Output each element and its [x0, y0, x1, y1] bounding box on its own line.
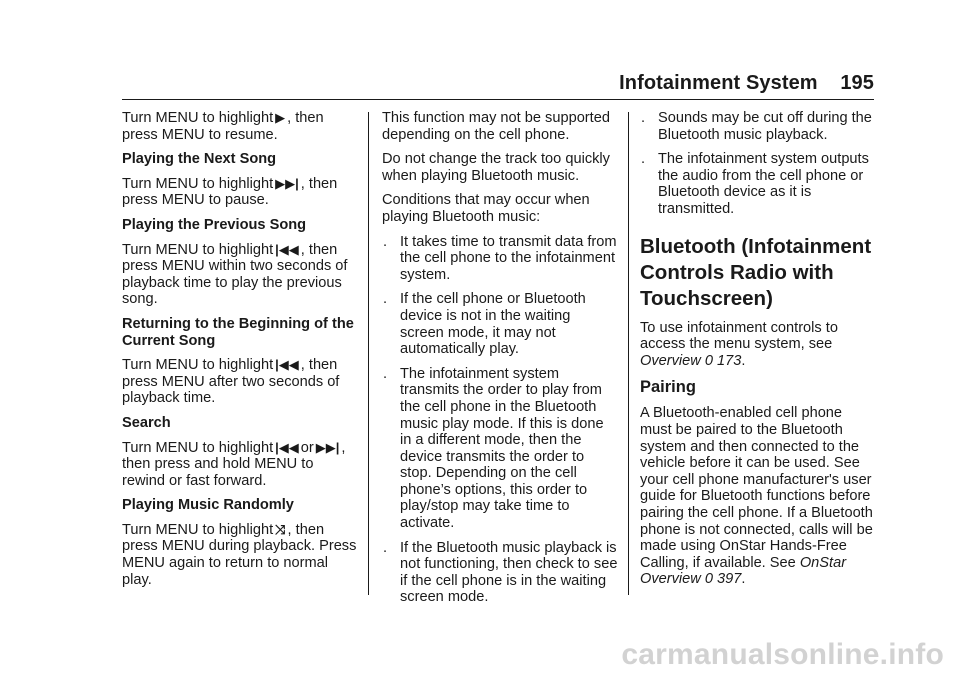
paragraph: [122, 110, 358, 143]
list-item: [640, 151, 876, 217]
text: Turn MENU to highlight: [122, 521, 274, 538]
paragraph: [122, 176, 358, 209]
paragraph: This function may not be supported depending on the cell phone.: [382, 110, 610, 143]
header-rule: [122, 99, 874, 100]
list-item-text: The infotainment system outputs the audio from the cell phone or Bluetooth device as it is transmitted.: [658, 151, 869, 217]
column-3: [640, 110, 876, 596]
next-track-icon: ▶▶|: [315, 439, 340, 455]
paragraph: [122, 357, 358, 407]
paragraph: [122, 522, 358, 588]
text: , then: [287, 110, 324, 126]
text: Turn MENU to highlight: [122, 175, 274, 192]
paragraph: [640, 405, 876, 588]
list-item: [382, 291, 618, 357]
paragraph: [122, 242, 358, 308]
paragraph: [640, 320, 876, 370]
subheading-random: Playing Music Randomly: [122, 497, 294, 514]
text: .: [741, 352, 746, 369]
text: Turn MENU to highlight: [122, 110, 274, 126]
previous-track-icon: |◀◀: [275, 241, 299, 257]
subheading-beginning-of-song: Returning to the Beginning of the Current Song: [122, 315, 354, 349]
paragraph: Do not change the track too quickly when playing Bluetooth music.: [382, 151, 610, 184]
previous-track-icon: |◀◀: [275, 439, 299, 455]
text: , then: [300, 241, 338, 258]
section-heading: Bluetooth (Infotainment Controls Radio with Touchscreen): [640, 234, 872, 310]
text: To use infotainment controls to access the menu system, see: [640, 319, 838, 353]
text: Turn MENU to highlight: [122, 241, 274, 258]
list-item: [382, 540, 618, 606]
text: , then: [300, 175, 338, 192]
bullet-marker: .: [383, 291, 388, 308]
column-divider: [368, 112, 369, 595]
column-2: [382, 110, 618, 614]
text: press MENU during playback. Press MENU again to return to normal play.: [122, 538, 357, 588]
page-reference[interactable]: 0 173: [704, 352, 742, 369]
onstar-overview-link[interactable]: OnStar Overview: [640, 554, 847, 588]
list-item-text: It takes time to transmit data from the cell phone to the infotainment system.: [400, 233, 617, 283]
paragraph: Conditions that may occur when playing Bluetooth music:: [382, 192, 590, 225]
list-item: [382, 366, 618, 532]
bullet-marker: .: [383, 365, 388, 382]
bullet-marker: .: [383, 539, 388, 556]
paragraph: [122, 440, 358, 490]
column-divider: [628, 112, 629, 595]
bullet-marker: .: [383, 233, 388, 250]
text: or: [300, 439, 314, 456]
text: Turn MENU to highlight: [122, 357, 274, 374]
text: , then: [300, 357, 338, 374]
page-header: [122, 62, 874, 102]
text: press MENU to pause.: [122, 192, 269, 209]
subheading-next-song: Playing the Next Song: [122, 151, 277, 168]
play-icon: ▶: [275, 110, 286, 125]
column-1: [122, 110, 358, 596]
header-title: Infotainment System 195: [619, 72, 874, 94]
text: A Bluetooth-enabled cell phone must be paired to the Bluetooth system and then connected to the vehicle before it can be used. See your cell phone manufacturer's user guide for Bluetooth functions before pairing the cell phone. If a Bluetooth phone is not connected, calls will be made using OnStar Hands-Free Calling, if available. See: [640, 405, 873, 571]
text: press MENU within two seconds of playback time to play the previous song.: [122, 258, 348, 308]
list-item: [382, 234, 618, 284]
text: .: [741, 571, 746, 588]
text: Turn MENU to highlight: [122, 439, 274, 456]
page-reference[interactable]: 0 397: [704, 571, 742, 588]
watermark: carmanualsonline.info: [621, 638, 944, 671]
bullet-marker: .: [641, 151, 646, 168]
list-item-text: If the cell phone or Bluetooth device is not in the waiting screen mode, it may not automatically play.: [400, 291, 586, 358]
subheading-search: Search: [122, 414, 171, 431]
list-item-text: The infotainment system transmits the order to play from the cell phone in the Bluetooth music play mode. If this is done in a different mode, then the device transmits the order to stop. Depending on the cell phone’s options, this order to play/stop may take time to activate.: [400, 365, 604, 532]
text: then press and hold MENU to rewind or fast forward.: [122, 456, 314, 489]
text: , then: [287, 521, 325, 538]
list-item-text: Sounds may be cut off during the Bluetooth music playback.: [658, 110, 872, 143]
list-item-text: If the Bluetooth music playback is not functioning, then check to see if the cell phone is in the waiting screen mode.: [400, 539, 618, 606]
shuffle-icon: ⤨: [275, 521, 286, 537]
text: ,: [341, 439, 346, 456]
list-item: [640, 110, 876, 143]
subsection-heading: Pairing: [640, 378, 696, 397]
bullet-marker: .: [641, 110, 646, 126]
previous-track-icon: |◀◀: [275, 357, 299, 373]
overview-link[interactable]: Overview: [640, 352, 701, 369]
next-track-icon: ▶▶|: [275, 175, 299, 191]
subheading-previous-song: Playing the Previous Song: [122, 216, 307, 233]
text: press MENU to resume.: [122, 126, 278, 143]
text: press MENU after two seconds of playback time.: [122, 373, 340, 407]
